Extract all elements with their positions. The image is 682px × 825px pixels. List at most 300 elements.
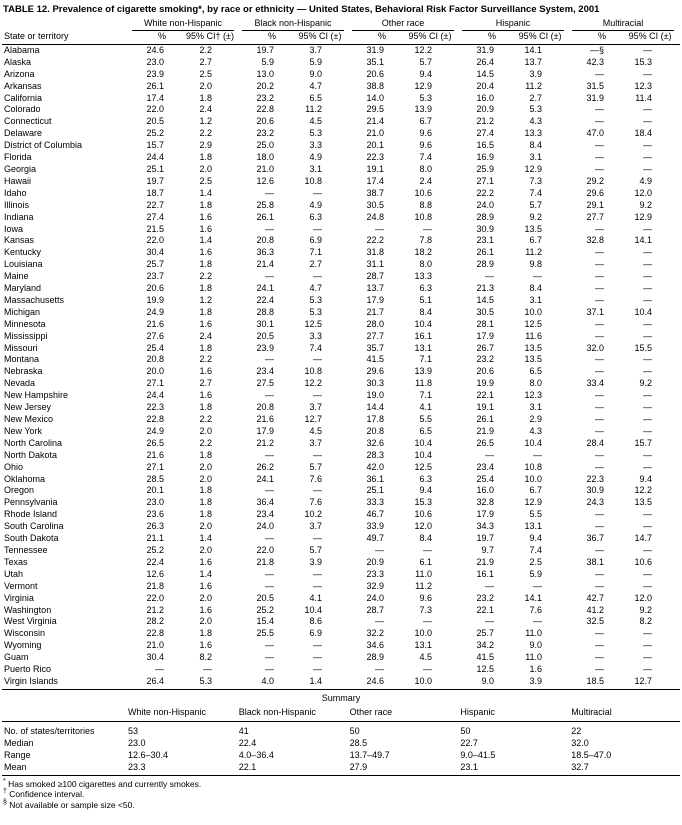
percent-value: 30.4: [146, 247, 164, 258]
ci-col-header: 95% CI (±): [510, 31, 570, 44]
percent-value: 27.4: [146, 211, 164, 222]
ci-value: 4.5: [309, 116, 323, 127]
ci-value: 3.3: [309, 330, 323, 341]
ci-value: 1.8: [199, 199, 213, 210]
percent-value: 9.7: [481, 544, 495, 555]
summary-value: 9.0–41.5: [460, 749, 496, 760]
ci-value: 7.4: [529, 187, 543, 198]
ci-value: 6.1: [419, 556, 433, 567]
percent-value: —: [595, 509, 605, 520]
ci-value: 10.0: [524, 306, 543, 317]
ci-value: 12.3: [524, 390, 543, 401]
ci-value: 9.0: [529, 640, 543, 651]
percent-value: 19.7: [256, 44, 275, 55]
ci-value: 12.2: [634, 485, 653, 496]
percent-value: 16.0: [476, 485, 495, 496]
percent-value: 31.5: [586, 80, 605, 91]
ci-value: 13.5: [634, 497, 653, 508]
percent-value: 25.7: [146, 259, 164, 270]
footnote-marker: *: [3, 777, 6, 785]
state-row: [2, 354, 680, 366]
state-row: [2, 247, 680, 259]
ci-value: 9.2: [639, 378, 653, 389]
percent-value: 25.7: [476, 628, 495, 639]
percent-value: 21.0: [366, 128, 385, 139]
percent-value: 24.0: [366, 592, 385, 603]
percent-value: 41.5: [476, 652, 495, 663]
percent-value: 18.5: [570, 676, 620, 689]
percent-value: —: [595, 568, 605, 579]
percent-value: —: [485, 271, 495, 282]
ci-value: 9.2: [529, 211, 543, 222]
state-name: Nebraska: [4, 366, 43, 377]
percent-value: 4.0: [240, 676, 290, 689]
ci-value: 10.6: [634, 556, 653, 567]
ci-col-header: 95% CI† (±): [180, 31, 240, 44]
state-row: [2, 462, 680, 474]
percent-value: 32.2: [366, 628, 385, 639]
ci-value: 13.1: [414, 342, 433, 353]
percent-value: 21.8: [146, 580, 164, 591]
percent-value: 36.1: [366, 473, 385, 484]
ci-value: —: [643, 271, 653, 282]
ci-value: 3.1: [529, 294, 543, 305]
ci-value: —: [313, 533, 323, 544]
ci-value: —: [643, 521, 653, 532]
state-row: [2, 164, 680, 176]
percent-value: 23.4: [476, 461, 495, 472]
ci-value: 13.1: [524, 521, 543, 532]
summary-header-spacer: [2, 706, 126, 721]
summary-value: 23.3: [126, 761, 237, 776]
percent-value: 23.4: [256, 509, 275, 520]
percent-value: 22.3: [586, 473, 605, 484]
ci-value: 2.4: [199, 104, 213, 115]
summary-header-row: [2, 706, 680, 721]
percent-value: 32.5: [586, 616, 605, 627]
state-name: Colorado: [4, 104, 41, 115]
state-name: Arkansas: [4, 80, 42, 91]
ci-value: 8.0: [419, 259, 433, 270]
summary-value: 23.0: [128, 737, 146, 748]
state-name: South Dakota: [4, 533, 59, 544]
ci-value: 1.4: [199, 187, 213, 198]
ci-value: 2.7: [199, 378, 213, 389]
ci-value: 8.4: [529, 140, 543, 151]
percent-value: 26.1: [256, 211, 275, 222]
summary-row-label: No. of states/territories: [4, 725, 95, 736]
ci-value: 3.9: [529, 68, 543, 79]
state-name: Mississippi: [4, 330, 48, 341]
percent-value: 30.3: [366, 378, 385, 389]
ci-value: 1.8: [199, 92, 213, 103]
ci-value: —: [643, 223, 653, 234]
ci-value: —: [643, 116, 653, 127]
state-row: [2, 69, 680, 81]
percent-value: 33.9: [366, 521, 385, 532]
percent-value: 36.7: [586, 533, 605, 544]
ci-value: 3.7: [309, 437, 323, 448]
ci-value: —: [313, 580, 323, 591]
percent-value: 32.9: [366, 580, 385, 591]
percent-value: 16.1: [476, 568, 495, 579]
ci-value: 10.8: [414, 211, 433, 222]
ci-value: —: [643, 390, 653, 401]
percent-value: 23.0: [146, 56, 164, 67]
percent-value: 22.2: [366, 235, 385, 246]
ci-value: 12.0: [634, 592, 653, 603]
percent-value: 19.7: [476, 533, 495, 544]
percent-value: 21.9: [476, 556, 495, 567]
ci-value: —: [643, 104, 653, 115]
percent-value: 20.9: [476, 104, 495, 115]
ci-value: —: [643, 283, 653, 294]
percent-value: —: [485, 449, 495, 460]
state-name: Puerto Rico: [4, 664, 52, 675]
ci-value: 18.4: [634, 128, 653, 139]
ci-value: 11.2: [525, 247, 543, 258]
ci-value: 1.4: [199, 568, 213, 579]
ci-value: 9.4: [529, 533, 543, 544]
ci-value: —: [643, 544, 653, 555]
state-name: District of Columbia: [4, 140, 83, 151]
percent-value: —: [595, 390, 605, 401]
percent-value: 22.8: [256, 104, 275, 115]
state-name: South Carolina: [4, 521, 64, 532]
percent-value: —: [595, 354, 605, 365]
ci-value: 14.1: [524, 44, 543, 55]
ci-value: 1.2: [199, 294, 213, 305]
summary-header-other: Other race: [348, 706, 459, 721]
percent-value: 20.5: [256, 592, 275, 603]
percent-value: 20.8: [366, 425, 385, 436]
state-row: [2, 283, 680, 295]
ci-value: 6.9: [309, 235, 323, 246]
group-header-row: [2, 18, 680, 31]
percent-value: 22.3: [146, 402, 164, 413]
percent-value: 27.7: [366, 330, 385, 341]
percent-value: 29.1: [586, 199, 605, 210]
state-row: [2, 93, 680, 105]
ci-value: 14.7: [634, 533, 653, 544]
state-name: Ohio: [4, 461, 24, 472]
percent-value: 15.7: [146, 140, 164, 151]
state-row: [2, 569, 680, 581]
percent-value: —: [595, 223, 605, 234]
ci-value: 7.4: [419, 152, 433, 163]
summary-value: 22.4: [238, 737, 257, 748]
percent-value: 9.0: [460, 676, 510, 689]
percent-value: 22.7: [146, 199, 164, 210]
percent-value: 25.2: [146, 128, 164, 139]
percent-value: 12.6: [146, 568, 164, 579]
ci-value: 6.5: [529, 366, 543, 377]
state-row: [2, 378, 680, 390]
state-name: New Jersey: [4, 402, 52, 413]
percent-value: 46.7: [366, 509, 385, 520]
percent-value: 18.0: [256, 152, 275, 163]
ci-value: —: [643, 44, 653, 55]
ci-value: —: [643, 152, 653, 163]
ci-value: 2.7: [529, 92, 543, 103]
percent-value: 25.5: [256, 628, 275, 639]
state-row: [2, 319, 680, 331]
ci-value: 7.4: [309, 342, 323, 353]
percent-value: 21.4: [366, 116, 385, 127]
percent-value: 22.4: [146, 556, 164, 567]
ci-value: 5.7: [419, 56, 433, 67]
percent-value: 24.4: [146, 152, 164, 163]
ci-value: 5.1: [419, 294, 433, 305]
percent-value: —: [595, 640, 605, 651]
percent-value: 21.6: [146, 318, 164, 329]
ci-value: 9.0: [309, 68, 323, 79]
ci-value: 2.0: [199, 616, 213, 627]
percent-value: 27.1: [146, 461, 164, 472]
ci-value: 3.7: [309, 521, 323, 532]
ci-value: —: [313, 664, 323, 675]
ci-value: 1.8: [199, 449, 213, 460]
ci-value: 13.7: [524, 56, 543, 67]
percent-value: 19.1: [476, 402, 495, 413]
footnote: † Confidence interval.: [3, 788, 85, 800]
summary-header-hispanic: Hispanic: [458, 706, 569, 721]
ci-value: 12.7: [304, 414, 323, 424]
state-row: [2, 485, 680, 497]
ci-value: —: [313, 354, 323, 365]
percent-value: 23.7: [146, 271, 164, 282]
ci-value: 7.1: [419, 390, 433, 401]
percent-value: 31.9: [586, 92, 605, 103]
ci-value: 5.7: [309, 544, 323, 555]
ci-value: 15.7: [634, 437, 653, 448]
percent-value: 27.7: [586, 211, 605, 222]
percent-value: 24.6: [350, 676, 400, 689]
ci-value: 10.4: [524, 437, 543, 448]
percent-value: 26.1: [476, 247, 495, 258]
state-row: [2, 212, 680, 224]
ci-value: —: [643, 628, 653, 639]
state-row: [2, 664, 680, 676]
percent-value: 20.6: [476, 366, 495, 377]
percent-value: 41.5: [366, 354, 385, 365]
percent-value: 18.7: [146, 187, 164, 198]
ci-value: 1.6: [199, 390, 213, 401]
state-name: Minnesota: [4, 318, 46, 329]
summary-row: [2, 761, 680, 776]
percent-value: 30.1: [256, 318, 275, 329]
percent-value: 24.0: [476, 199, 495, 210]
ci-value: 13.5: [524, 342, 543, 353]
percent-value: 21.9: [476, 425, 495, 436]
state-name: Virginia: [4, 592, 34, 603]
ci-value: 1.6: [199, 580, 213, 591]
ci-value: —: [203, 664, 213, 675]
percent-value: 21.8: [256, 556, 275, 567]
ci-value: —: [643, 664, 653, 675]
ci-value: 10.8: [304, 366, 323, 377]
ci-value: 11.6: [525, 330, 543, 341]
percent-value: 24.1: [256, 473, 275, 484]
summary-header-multiracial: Multiracial: [569, 706, 680, 721]
ci-value: —: [313, 485, 323, 496]
percent-value: 21.6: [146, 449, 164, 460]
state-name: Wyoming: [4, 640, 42, 651]
state-table-body: [2, 44, 680, 689]
percent-value: 29.2: [586, 175, 605, 186]
ci-value: 13.5: [524, 354, 543, 365]
state-row: [2, 545, 680, 557]
ci-value: 11.4: [635, 92, 653, 103]
percent-value: 26.1: [476, 414, 495, 424]
percent-value: 41.2: [586, 604, 605, 615]
percent-value: 38.8: [366, 80, 385, 91]
footnote: * Has smoked ≥100 cigarettes and currently smokes.: [3, 777, 202, 789]
percent-value: 14.0: [366, 92, 385, 103]
ci-value: —: [423, 223, 433, 234]
ci-value: 5.3: [309, 294, 323, 305]
ci-value: 6.9: [309, 628, 323, 639]
ci-value: —: [533, 449, 543, 460]
state-row: [2, 128, 680, 140]
ci-value: 13.5: [524, 223, 543, 234]
state-row: [2, 307, 680, 319]
percent-value: 14.5: [476, 68, 495, 79]
percent-value: 24.1: [256, 283, 275, 294]
ci-value: 2.0: [199, 473, 213, 484]
state-row: [2, 295, 680, 307]
ci-value: 6.3: [419, 283, 433, 294]
ci-value: 10.6: [414, 187, 433, 198]
percent-value: 21.4: [256, 259, 275, 270]
ci-value: 10.0: [524, 473, 543, 484]
percent-value: 31.8: [366, 247, 385, 258]
summary-row-label: Mean: [2, 761, 126, 776]
percent-value: 20.6: [256, 116, 275, 127]
ci-value: —: [643, 259, 653, 270]
percent-value: 19.9: [476, 378, 495, 389]
ci-value: 12.9: [414, 80, 433, 91]
ci-value: 7.6: [309, 473, 323, 484]
summary-value: 4.0–36.4: [238, 749, 274, 760]
state-row: [2, 116, 680, 128]
state-row: [2, 44, 680, 56]
ci-value: —: [643, 402, 653, 413]
ci-value: 12.7: [620, 676, 680, 689]
percent-value: 30.5: [366, 199, 385, 210]
percent-value: 21.7: [366, 306, 385, 317]
ci-value: 2.5: [199, 175, 213, 186]
ci-value: 2.2: [199, 128, 213, 139]
percent-value: 47.0: [586, 128, 605, 139]
percent-value: 32.8: [586, 235, 605, 246]
percent-value: 21.2: [476, 116, 495, 127]
state-name: Michigan: [4, 306, 41, 317]
ci-value: 1.8: [199, 306, 213, 317]
percent-value: 31.9: [476, 44, 495, 55]
ci-value: 1.8: [199, 259, 213, 270]
percent-value: 24.9: [146, 425, 164, 436]
percent-value: —: [265, 485, 275, 496]
percent-value: 34.3: [476, 521, 495, 532]
percent-value: —: [485, 616, 495, 627]
percent-value: 49.7: [366, 533, 385, 544]
percent-value: 28.9: [366, 652, 385, 663]
percent-value: —: [265, 223, 275, 234]
ci-value: 11.0: [525, 628, 543, 639]
state-row: [2, 176, 680, 188]
percent-value: 21.5: [146, 223, 164, 234]
state-row: [2, 509, 680, 521]
ci-value: —: [643, 568, 653, 579]
group-header-multiracial: Multiracial: [570, 18, 680, 31]
percent-value: —§: [590, 44, 605, 55]
ci-value: 2.4: [199, 330, 213, 341]
ci-value: 9.6: [419, 592, 433, 603]
ci-value: 7.4: [529, 544, 543, 555]
percent-value: —: [265, 533, 275, 544]
percent-value: 31.1: [366, 259, 385, 270]
state-name: Texas: [4, 556, 28, 567]
percent-value: 21.6: [256, 414, 275, 424]
sub-header-row: [2, 31, 680, 44]
percent-value: 22.0: [146, 235, 164, 246]
percent-value: —: [265, 664, 275, 675]
state-name: Virgin Islands: [2, 676, 130, 689]
ci-value: 1.8: [199, 402, 213, 413]
percent-value: 17.9: [366, 294, 385, 305]
percent-value: —: [595, 140, 605, 151]
percent-value: 24.4: [146, 390, 164, 401]
percent-value: 27.1: [476, 175, 495, 186]
ci-value: —: [643, 330, 653, 341]
percent-value: 12.6: [256, 175, 275, 186]
percent-value: 25.0: [256, 140, 275, 151]
ci-value: —: [533, 580, 543, 591]
percent-value: 27.4: [476, 128, 495, 139]
ci-value: 6.7: [529, 485, 543, 496]
summary-value: 23.1: [458, 761, 569, 776]
state-row: [2, 224, 680, 236]
percent-value: 17.8: [366, 414, 385, 424]
state-name: Indiana: [4, 211, 34, 222]
summary-table-body: [2, 721, 680, 775]
ci-value: —: [643, 354, 653, 365]
percent-value: 26.7: [476, 342, 495, 353]
percent-value: 17.9: [476, 330, 495, 341]
percent-value: 24.6: [146, 44, 164, 55]
ci-col-header: 95% CI (±): [620, 31, 680, 44]
ci-value: 2.7: [309, 259, 323, 270]
ci-value: 1.8: [199, 283, 213, 294]
percent-value: 34.6: [366, 640, 385, 651]
percent-value: —: [265, 640, 275, 651]
state-name: Wisconsin: [4, 628, 46, 639]
state-row: [2, 390, 680, 402]
ci-value: 1.6: [199, 318, 213, 329]
percent-value: 28.8: [256, 306, 275, 317]
ci-value: 9.8: [529, 259, 543, 270]
ci-value: 1.4: [199, 533, 213, 544]
percent-value: 21.2: [256, 437, 275, 448]
ci-value: 11.2: [525, 80, 543, 91]
summary-value: 32.0: [571, 737, 589, 748]
group-header-black: Black non-Hispanic: [240, 18, 350, 31]
ci-value: 1.6: [199, 247, 213, 258]
ci-value: 12.0: [414, 521, 433, 532]
percent-value: —: [265, 580, 275, 591]
ci-value: 4.1: [419, 402, 433, 413]
